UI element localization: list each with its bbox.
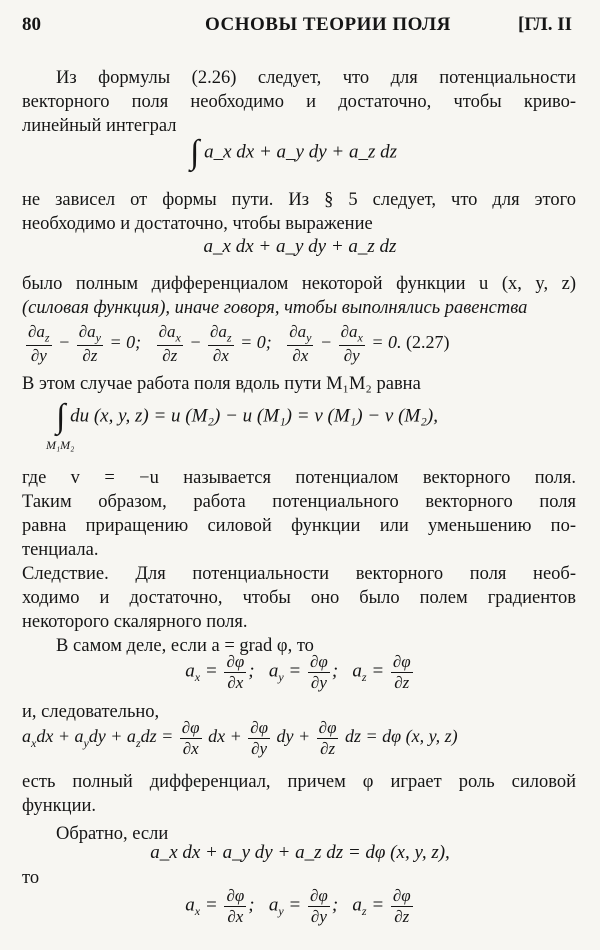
para10: Обратно, если — [56, 824, 169, 844]
para1-line1: Из формулы (2.26) следует, что для потенциальности — [56, 68, 576, 88]
para5-line3: равна приращению силовой функции или уменьшению по- — [22, 516, 576, 536]
para2-line2: необходимо и достаточно, чтобы выражение — [22, 214, 373, 234]
para1-line3: линейный интеграл — [22, 116, 177, 136]
chapter-marker: [ГЛ. II — [518, 14, 572, 35]
para3-line1: было полным дифференциалом некоторой функции u (x, y, z) — [22, 274, 576, 294]
equation-expression: a_x dx + a_y dy + a_z dz — [203, 236, 397, 257]
para5-line1: где v = −u называется потенциалом векторного поля. — [22, 468, 576, 488]
para6-line2: ходимо и достаточно, чтобы оно было полем градиентов — [22, 588, 576, 608]
equation-number: (2.27) — [406, 332, 450, 352]
para11: то — [22, 868, 40, 888]
para5-line2: Таким образом, работа потенциального векторного поля — [22, 492, 576, 512]
page-number: 80 — [22, 14, 41, 35]
para9-line2: функции. — [22, 796, 96, 816]
equation-line-integral: ∫ a_x dx + a_y dy + a_z dz — [190, 134, 397, 171]
equation-work: ∫ du (x, y, z) = u (M₂) − u (M₁) = v (M₁) − v (M₂), — [56, 398, 438, 435]
para3-line2: (силовая функция), иначе говоря, чтобы выполнялись равенства — [22, 298, 528, 318]
equation-converse-components: $a_x$ = $\frac{\partial\varphi}{\partial x}$ ; $a_y$ = $\frac{\partial\varphi}{\partial y}$ ; $a_z$ = $\frac{\partial\varphi}{\partial z}$ — [185, 886, 411, 926]
equation-total-differential: $a_xdx + a_ydy + a_zdz$ = $\frac{\partial\varphi}{\partial x}$ dx + $\frac{\partial\varphi}{\partial y}$ dy + $\frac{\partial\varphi}{\partial z}$ dz = dφ (x, y, z) — [22, 718, 458, 758]
equation-gradient-components: $a_x$ = $\frac{\partial\varphi}{\partial x}$ ; $a_y$ = $\frac{\partial\varphi}{\partial y}$ ; $a_z$ = $\frac{\partial\varphi}{\partial z}$ — [185, 652, 411, 692]
para9-line1: есть полный дифференциал, причем φ играет роль силовой — [22, 772, 576, 792]
equation-work-body: du (x, y, z) = u (M₂) − u (M₁) = v (M₁) − v (M₂), — [70, 405, 438, 427]
para2-line1: не зависел от формы пути. Из § 5 следует, что для этого — [22, 190, 576, 210]
para7: В самом деле, если a = grad φ, то — [56, 636, 314, 656]
equation-integrand: a_x dx + a_y dy + a_z dz — [204, 141, 397, 163]
running-title: ОСНОВЫ ТЕОРИИ ПОЛЯ — [205, 14, 451, 35]
equation-2-27: $\frac{\partial a_z}{\partial y}$ − $\frac{\partial a_y}{\partial z}$ = 0; $\frac{\partial a_x}{\partial z}$ − $\frac{\partial a_z}{\partial x}$ = 0; $\frac{\partial a_y}{\partial x}$ − $\frac{\partial a_x}{\partial y}$ = 0. (2.27) — [28, 322, 450, 366]
para4: В этом случае работа поля вдоль пути M₁M₂ равна — [22, 374, 421, 394]
integral-lower-limit: M₁M₂ — [46, 438, 75, 452]
para6-line3: некоторого скалярного поля. — [22, 612, 248, 632]
para5-line4: тенциала. — [22, 540, 99, 560]
para6-line1: Следствие. Для потенциальности векторного поля необ- — [22, 564, 576, 584]
para8: и, следовательно, — [22, 702, 160, 722]
para1-line2: векторного поля необходимо и достаточно, чтобы криво- — [22, 92, 576, 112]
equation-converse: a_x dx + a_y dy + a_z dz = dφ (x, y, z), — [150, 842, 450, 863]
